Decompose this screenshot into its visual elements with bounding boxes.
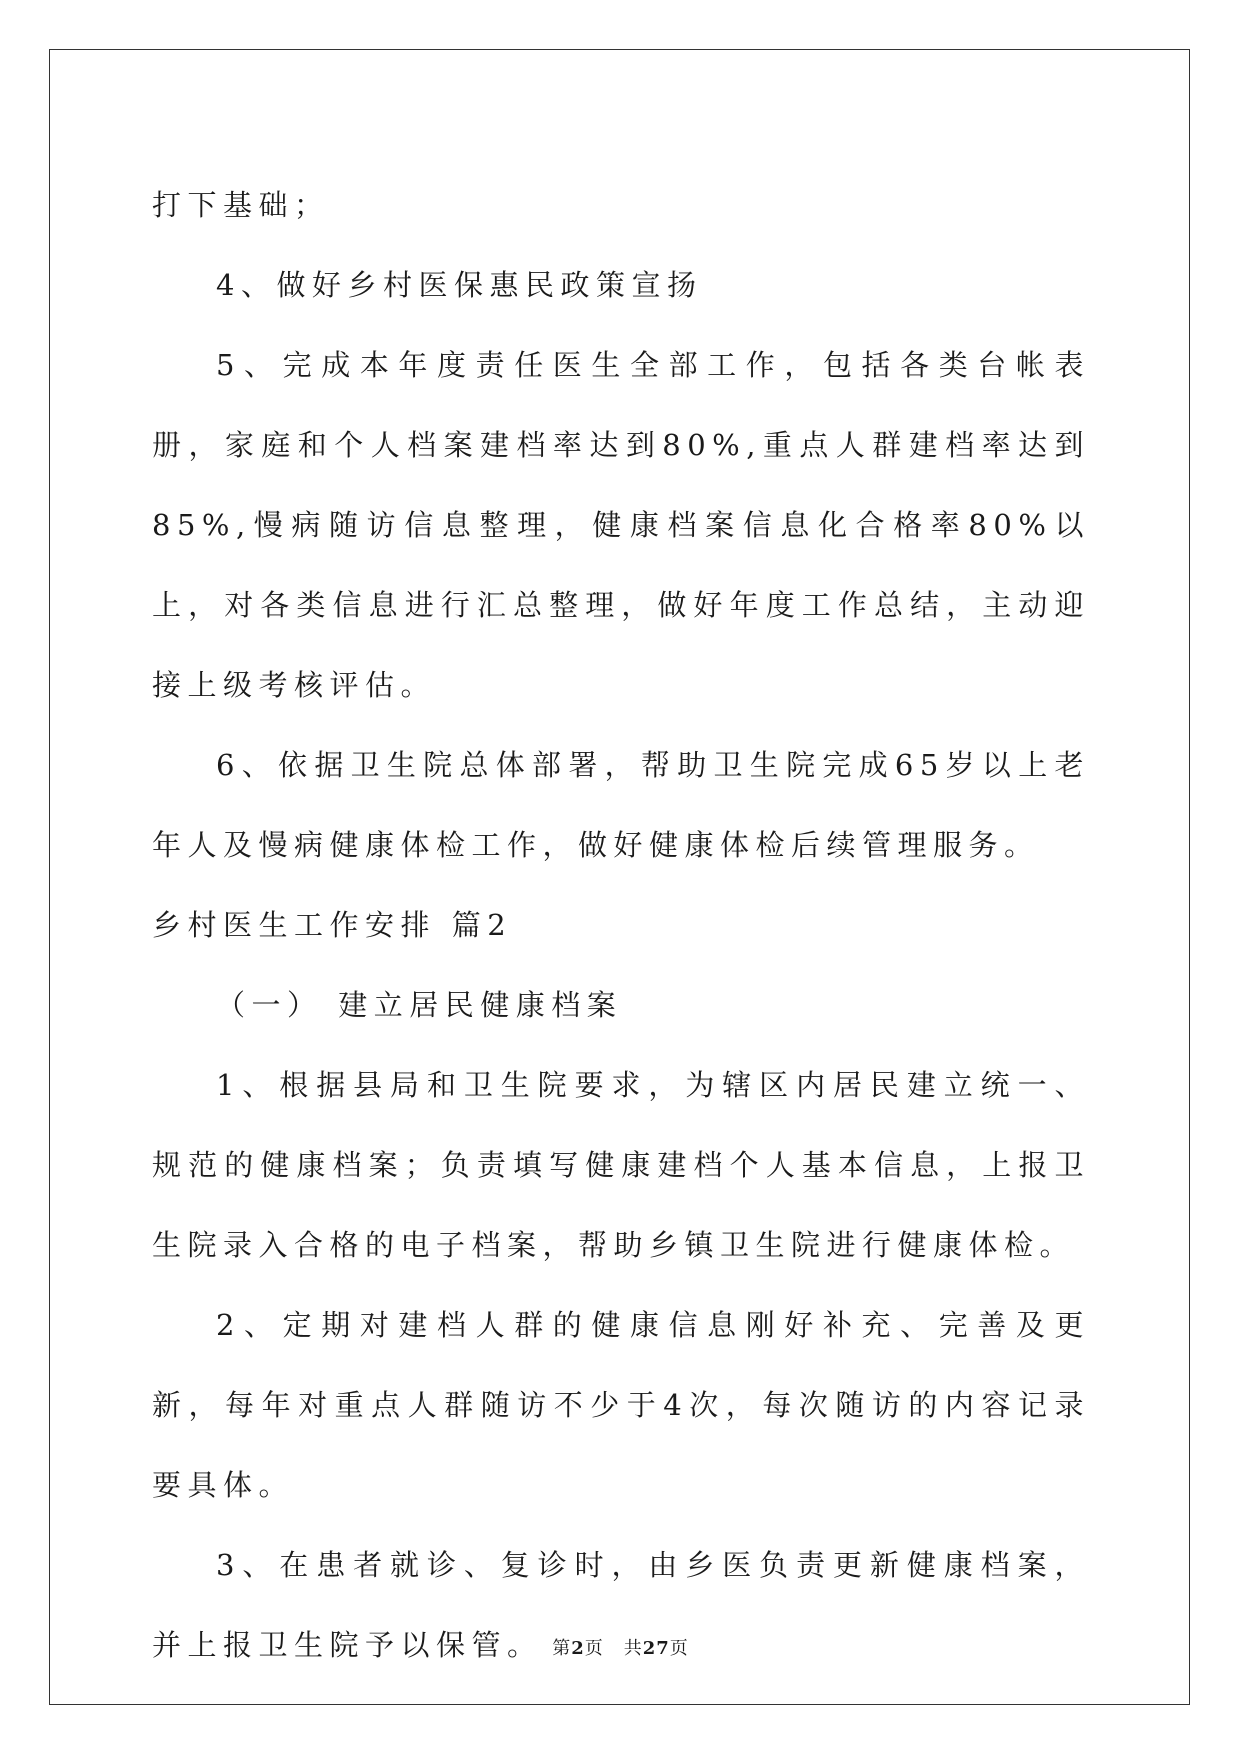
footer-page-word: 页 [584, 1638, 604, 1659]
subsection-heading: （一） 建立居民健康档案 [216, 988, 623, 1022]
paragraph-3: 5、完成本年度责任医生全部工作，包括各类台帐表册，家庭和个人档案建档率达到80%,重点人群建档率达到85%,慢病随访信息整理，健康档案信息化合格率80%以上，对各类信息进行汇总整理，做好年度工作总结，主动迎接上级考核评估。 [152, 348, 1090, 702]
paragraph-5: 1、根据县局和卫生院要求，为辖区内居民建立统一、规范的健康档案；负责填写健康建档个人基本信息，上报卫生院录入合格的电子档案，帮助乡镇卫生院进行健康体检。 [152, 1068, 1090, 1262]
paragraph-7: 3、在患者就诊、复诊时，由乡医负责更新健康档案，并上报卫生院予以保管。 [152, 1548, 1090, 1662]
footer-prefix: 第 [552, 1638, 572, 1659]
footer-total-prefix: 共 [623, 1638, 643, 1659]
paragraph-1: 打下基础； [152, 188, 330, 222]
paragraph-2: 4、做好乡村医保惠民政策宣扬 [216, 268, 703, 302]
paragraph-4: 6、依据卫生院总体部署，帮助卫生院完成65岁以上老年人及慢病健康体检工作，做好健康体检后续管理服务。 [152, 748, 1090, 862]
paragraph-6: 2、定期对建档人群的健康信息刚好补充、完善及更新，每年对重点人群随访不少于4次，每次随访的内容记录要具体。 [152, 1308, 1090, 1502]
page-footer [0, 1634, 1241, 1660]
footer-total-pages: 27 [642, 1638, 670, 1659]
section-heading: 乡村医生工作安排 篇2 [152, 908, 513, 942]
footer-current-page: 2 [571, 1638, 585, 1659]
footer-total-suffix: 页 [669, 1638, 689, 1659]
document-body [152, 165, 1090, 1685]
